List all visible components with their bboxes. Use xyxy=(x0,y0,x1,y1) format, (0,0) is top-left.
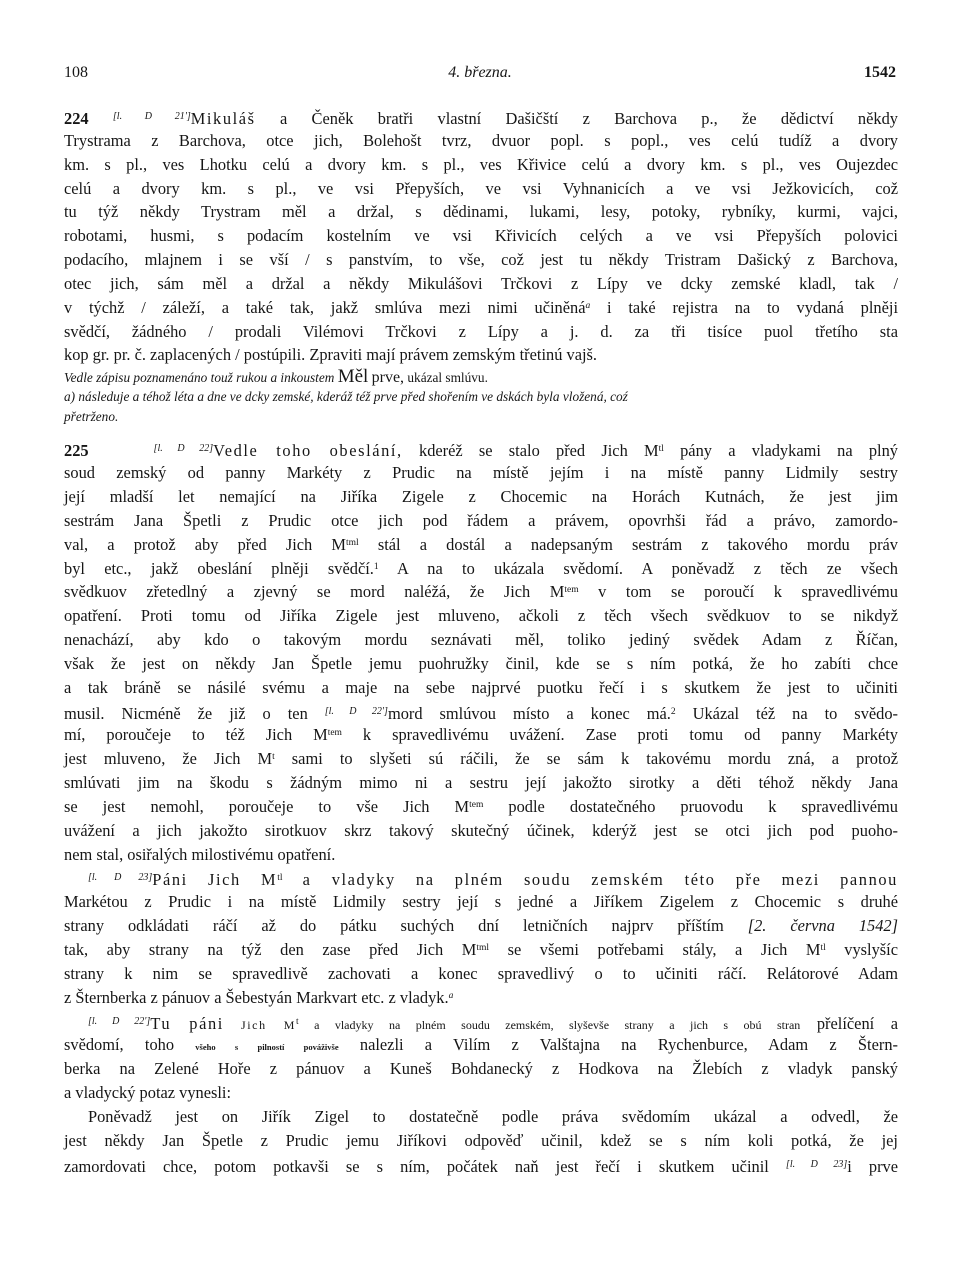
footnote-a-continued: přetrženo. xyxy=(64,409,119,425)
entry-225-line: 225 [l. D 22]Vedle toho obeslání, kderéž se stalo před Jich $M^{tl}$ pány a vladykami na plný xyxy=(64,441,898,461)
running-date: 4. března. xyxy=(448,64,512,81)
page-body xyxy=(64,105,898,1176)
entry-224-line: tu týž někdy Trystram měl a držal, s dědinami, lukami, lesy, potoky, rybníky, kurmi, vajci, xyxy=(64,202,898,222)
folio-reference: [l. D 23] xyxy=(785,1158,848,1170)
paragraph-line: strany k nim se spravedlivě zachovati a konec spravedlivý o to učiniti ráčí. Relátorové Adam xyxy=(64,963,898,983)
folio-reference: [l. D 22] xyxy=(153,443,214,455)
entry-225-line: soud zemský od panny Markéty z Prudic na místě jejím i na místě panny Lidmily sestry xyxy=(64,463,898,483)
entry-number: 224 xyxy=(64,109,89,128)
folio-reference: [l. D 23] xyxy=(88,872,153,884)
entry-224-line: 224 [l. D 21']Mikuláš a Čeněk bratři vlastní Dašičští z Barchova p., že dědictví někdy xyxy=(64,109,898,128)
paragraph-line: Markétou z Prudic i na místě Lidmily sestry její s jedné a Jiříkem Zigelem z Chocemic s druhé xyxy=(64,892,898,912)
entry-224-line: celú a dvory km. s pl., ve vsi Přepyších, ve vsi Vyhnanicích a ve vsi Ježkovicích, což xyxy=(64,178,898,198)
entry-225-line: se jest nemohl, poroučeje to vše Jich $M^{tem}$ podle dostatečného pruovodu k spravedlivému xyxy=(64,796,898,816)
entry-225-line: uvážení a jich jakožto sirotkuov skrz takový skutečný účinek, kderýž jest se otci jich pod puoho- xyxy=(64,820,898,840)
running-head xyxy=(64,64,896,88)
entry-225-line: svědkuov zřetedlný a zjevný se mord naléžá, že Jich $M^{tem}$ v tom se poroučí k spravedlivému xyxy=(64,582,898,602)
entry-224-line: robotami, husmi, s podacím kostelním ve vsi Křivicích celých a ve vsi Přepyších polovici xyxy=(64,226,898,246)
paragraph-line: [l. D 22']Tu páni Jich $M^t$ a vladyky na plném soudu zemském, slyševše strany a jich s obú stran přelíčení a xyxy=(88,1013,899,1033)
footnote-marker: 2 xyxy=(670,706,676,717)
entry-224-line: otec jich, sám měl a držal a někdy Mikulášovi Trčkovi z Lípy ve dcky zemské kladl, tak / xyxy=(64,273,898,293)
folio-reference: [l. D 21'] xyxy=(112,111,191,122)
footnote-marker: a xyxy=(448,990,454,1001)
footnote-marker: 1 xyxy=(373,561,379,572)
entry-225-line: nenachází, aby kdo o takovým mordu seznávati měl, toliko jediný svědek Adam z Říčan, xyxy=(64,630,898,650)
editorial-note: Vedle zápisu poznamenáno touž rukou a inkoustem Měl prve, ukázal smlúvu. xyxy=(64,366,488,388)
paragraph-line: Poněvadž jest on Jiřík Zigel to dostatečně podle práva svědomím ukázal a odvedl, že xyxy=(88,1106,898,1126)
entry-224-line: kop gr. pr. č. zaplacených / postúpili. Zpraviti mají právem zemským třetinú vajš. xyxy=(64,345,598,365)
editorial-date: [2. června 1542] xyxy=(747,916,899,936)
entry-225-line: nem stal, osiřalých milostivému opatření. xyxy=(64,844,336,864)
paragraph-line: svědomí, toho všeho s pilností pováživše nalezli a Vilím z Valštajna na Rychenburce, Adam z Štern- xyxy=(64,1035,898,1055)
paragraph-line: z Šternberka z pánuov a Šebestyán Markvart etc. z vladyk.$^a$ xyxy=(64,987,454,1007)
entry-225-line: její mladší let nemající na Jiříka Zigele z Chocemic na Horách Kutnách, že jest jim xyxy=(64,486,898,506)
entry-number: 225 xyxy=(64,441,89,461)
entry-225-line: smlúvati jim na škodu s žádným mimo ni a sestru její jakožto sirotky a děti téhož někdy Jana xyxy=(64,773,898,793)
paragraph-line: tak, aby strany na týž den zase před Jich $M^{tml}$ se všemi potřebami stály, a Jich $M^{tl}$ vyslyšíc xyxy=(64,940,899,959)
entry-225-line: však že jest on někdy Jan Špetle jemu puohružky činil, kde se s ním potká, že ho zabíti chce xyxy=(64,653,898,673)
paragraph-line: zamordovati chce, potom potkavši se s ním, počátek naň jest řečí i skutkem učinil [l. D 23]i prve xyxy=(64,1156,898,1176)
footnote-marker: a xyxy=(585,300,591,311)
paragraph-line: jest někdy Jan Špetle z Prudic jemu Jiříkovi odpověď učinil, kdež se s ním koli potká, že jej xyxy=(64,1130,898,1150)
entry-225-line: a tak bráně se násilé svému a maje na sebe najprvé puotku řečí i s skutkem že jest to učiniti xyxy=(64,677,898,697)
entry-224-line: podacího, mlajnem i se vší / s panstvím, to vše, což jest tu někdy Tristram Dašický z Barchova, xyxy=(64,250,898,270)
folio-reference: [l. D 22'] xyxy=(324,705,388,717)
paragraph-line: berka na Zelené Hoře z pánuov a Kuneš Bohdanecký z Hodkova na Žlebích z vladyk panský xyxy=(64,1059,898,1079)
entry-224-line: svědčí, žádného / prodali Vilémovi Trčkovi z Lípy a j. d. za tři tisíce puol třetího sta xyxy=(64,321,898,341)
folio-reference: [l. D 22'] xyxy=(88,1015,151,1027)
entry-225-line: opatření. Proti tomu od Jiříka Zigele jest mluveno, ačkoli z těch všech svědkuov to se nikdyž xyxy=(64,606,898,626)
running-year: 1542 xyxy=(864,64,896,81)
footnote-a: a) následuje a téhož léta a dne ve dcky zemské, kderáž též prve před shořením ve dskách byla vložená, coź xyxy=(64,389,628,405)
paragraph-line: [l. D 23]Páni Jich $M^{tl}$ a vladyky na plném soudu zemském této pře mezi pannou xyxy=(88,870,898,890)
paragraph-line: strany odkládati ráčí až do pátku suchých dní letničních najprv příštím [2. června 1542] xyxy=(64,916,899,936)
page-number: 108 xyxy=(64,64,88,81)
entry-225-line: musil. Nicméně že již o ten [l. D 22']mord smlúvou místo a konec má.$^2$ Ukázal též na to svědo- xyxy=(64,703,899,723)
entry-separator xyxy=(64,427,898,437)
paragraph-line: a vladycký potaz vynesli: xyxy=(64,1083,232,1103)
entry-225-line: jest mluveno, že Jich $M^t$ sami to slyšeti sú ráčili, že se sám k takovému mordu zná, a protož xyxy=(64,749,898,769)
entry-224-line: km. s pl., ves Lhotku celú a dvory km. s pl., ves Křivice celú a dvory km. s pl., ves Oujezdec xyxy=(64,154,898,174)
entry-225-line: val, a protož aby před Jich $M^{tml}$ stál a dostál a nadepsaným sestrám z takového mordu práv xyxy=(64,534,898,554)
entry-225-line: mí, poroučeje to též Jich $M^{tem}$ k spravedlivému uvážení. Zase proti tomu od panny Markéty xyxy=(64,725,898,745)
entry-224-line: v týchž / záleží, a také tak, jakž smlúva mezi nimi učiněná$^a$ i také rejistra na to vydaná plněji xyxy=(64,297,898,317)
entry-225-line: byl etc., jakž obeslání plněji svědčí.$^1$ A na to ukázala svědomí. A poněvadž z těch ze všech xyxy=(64,558,899,578)
entry-225-line: sestrám Jana Špetli z Prudic otce jich pod řádem a právem, opovrhši řád a právo, zamordo- xyxy=(64,510,898,530)
entry-224-line: Trystrama z Barchova, otce jich, Bolehošt tvrz, dvuor popl. s popl., ves celú tudíž a dvory xyxy=(64,130,898,150)
